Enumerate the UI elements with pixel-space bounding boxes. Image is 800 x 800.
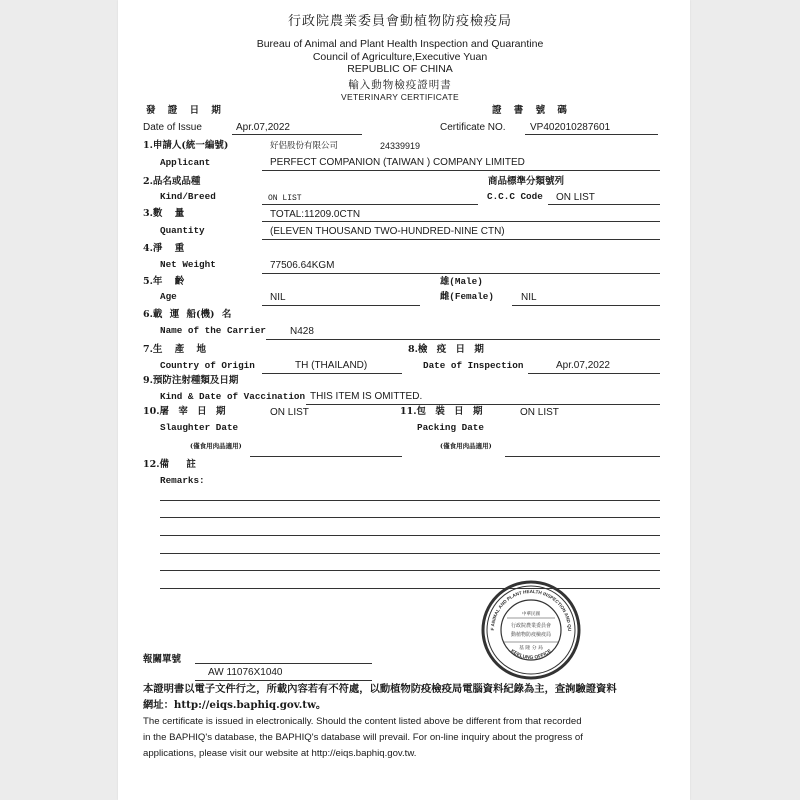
underline [262,239,660,240]
issue-date-label-zh: 發 證 日 期 [146,105,221,116]
underline [262,373,402,374]
agency-title-zh: 行政院農業委員會動植物防疫檢疫局 [287,14,512,29]
slaughter-date-label-zh: 10.屠 宰 日 期 [143,406,226,417]
underline [528,373,660,374]
certificate-title-zh: 輸入動物檢疫證明書 [348,79,452,91]
underline [262,170,660,171]
council-name-en: Council of Agriculture,Executive Yuan [312,51,488,63]
packing-date-label-zh: 11.包 裝 日 期 [400,406,483,417]
underline [262,221,660,222]
remarks-line [160,553,660,554]
underline [505,456,660,457]
ccc-code-value: ON LIST [556,192,595,203]
ccc-code-label: C.C.C Code [487,191,543,202]
female-label: 雌(Female) [440,291,494,302]
age-value: NIL [270,292,286,303]
kind-breed-value: ON LIST [268,194,302,203]
underline [250,456,402,457]
applicant-id-number: 24339919 [380,141,421,151]
seal-inner-ring [501,600,561,660]
issue-date-value: Apr.07,2022 [236,122,290,133]
remarks-line [160,570,660,571]
seal-bottom-text: KEELUNG OFFICE [509,648,553,661]
packing-date-note: (僅食用肉品適用) [440,442,492,450]
female-value: NIL [521,292,537,303]
underline [548,204,660,205]
underline [232,134,362,135]
notice-en-line-3: applications, please visit our website at http://eiqs.baphiq.gov.tw. [143,748,417,759]
applicant-value: PERFECT COMPANION (TAIWAN ) COMPANY LIMITED [270,157,525,168]
applicant-label: Applicant [160,157,211,168]
carrier-label: Name of the Carrier [160,325,267,336]
country-name-en: REPUBLIC OF CHINA [347,63,453,75]
underline [195,663,372,664]
issue-date-label: Date of Issue [143,122,202,133]
age-label-zh: 5.年 齡 [143,276,185,287]
quantity-in-words: (ELEVEN THOUSAND TWO-HUNDRED-NINE CTN) [270,226,505,237]
inspection-date-label-zh: 8.檢 疫 日 期 [408,344,484,355]
customs-no-value: AW 11076X1040 [208,667,283,678]
vaccination-label-zh: 9.預防注射種類及日期 [143,375,239,386]
net-weight-label-zh: 4.淨 重 [143,243,185,254]
remarks-line [160,500,660,501]
certificate-title-en: VETERINARY CERTIFICATE [341,92,459,102]
quantity-label-zh: 3.數 量 [143,208,185,219]
carrier-label-zh: 6.載 運 船(機) 名 [143,309,232,320]
net-weight-label: Net Weight [160,259,216,270]
remarks-line [160,517,660,518]
notice-en-line-2: in the BAPHIQ's database, the BAPHIQ's database will prevail. For on-line inquiry about the progress of [143,732,583,743]
packing-date-label: Packing Date [417,422,484,433]
packing-date-value: ON LIST [520,407,559,418]
origin-value: TH (THAILAND) [295,360,368,371]
bureau-name-en: Bureau of Animal and Plant Health Inspection and Quarantine [256,38,544,50]
kind-breed-label: Kind/Breed [160,191,216,202]
underline [525,134,658,135]
kind-breed-label-zh: 2.品名或品種 [143,176,201,187]
applicant-label-zh: 1.申請人(統一編號) [143,140,229,151]
notice-zh-line-1: 本證明書以電子文件行之，所載內容若有不符處，以動植物防疫檢疫局電腦資料紀錄為主，查詢驗證資料 [143,683,617,695]
underline [512,305,660,306]
inspection-date-value: Apr.07,2022 [556,360,610,371]
remarks-line [160,535,660,536]
underline [262,305,420,306]
seal-outer-ring [483,582,579,678]
underline [262,273,660,274]
inspection-date-label: Date of Inspection [423,360,524,371]
underline [262,204,478,205]
applicant-name-zh: 好侶股份有限公司 [270,141,339,151]
underline [306,404,660,405]
ccc-code-label-zh: 商品標準分類號列 [488,176,565,187]
notice-en-line-1: The certificate is issued in electronically. Should the content listed above be different from that recorded [143,716,582,727]
certificate-no-value: VP402010287601 [530,122,611,133]
quantity-label: Quantity [160,225,205,236]
age-label: Age [160,291,177,302]
remarks-label-zh: 12.備 註 [143,459,196,470]
official-seal [479,578,583,682]
origin-label: Country of Origin [160,360,255,371]
slaughter-date-label: Slaughter Date [160,422,239,433]
vaccination-label: Kind & Date of Vaccination [160,391,306,402]
seal-inner-line-1: 中華民國 [522,612,540,617]
vaccination-value: THIS ITEM IS OMITTED. [310,391,423,402]
notice-zh-line-2: 網址：http://eiqs.baphiq.gov.tw。 [143,699,327,711]
carrier-value: N428 [290,326,314,337]
seal-outer-text: F ANIMAL AND PLANT HEALTH INSPECTION AND QU [489,588,573,632]
seal-inner-line-2: 行政院農業委員會 [510,623,552,629]
net-weight-value: 77506.64KGM [270,260,335,271]
certificate-no-label: Certificate NO. [440,122,506,133]
seal-inner-line-3: 動植物防疫檢疫局 [510,632,552,638]
origin-label-zh: 7.生 產 地 [143,344,207,355]
quantity-total: TOTAL:11209.0CTN [270,209,361,220]
seal-inner-line-4: 基 隆 分 局 [519,646,543,651]
certificate-no-label-zh: 證 書 號 碼 [492,105,567,116]
remarks-line [160,588,660,589]
underline [266,339,660,340]
customs-no-label: 報關單號 [143,654,182,665]
slaughter-date-value: ON LIST [270,407,309,418]
slaughter-date-note: (僅食用肉品適用) [190,442,242,450]
underline [195,680,372,681]
male-label: 雄(Male) [440,276,483,287]
remarks-label: Remarks: [160,475,205,486]
